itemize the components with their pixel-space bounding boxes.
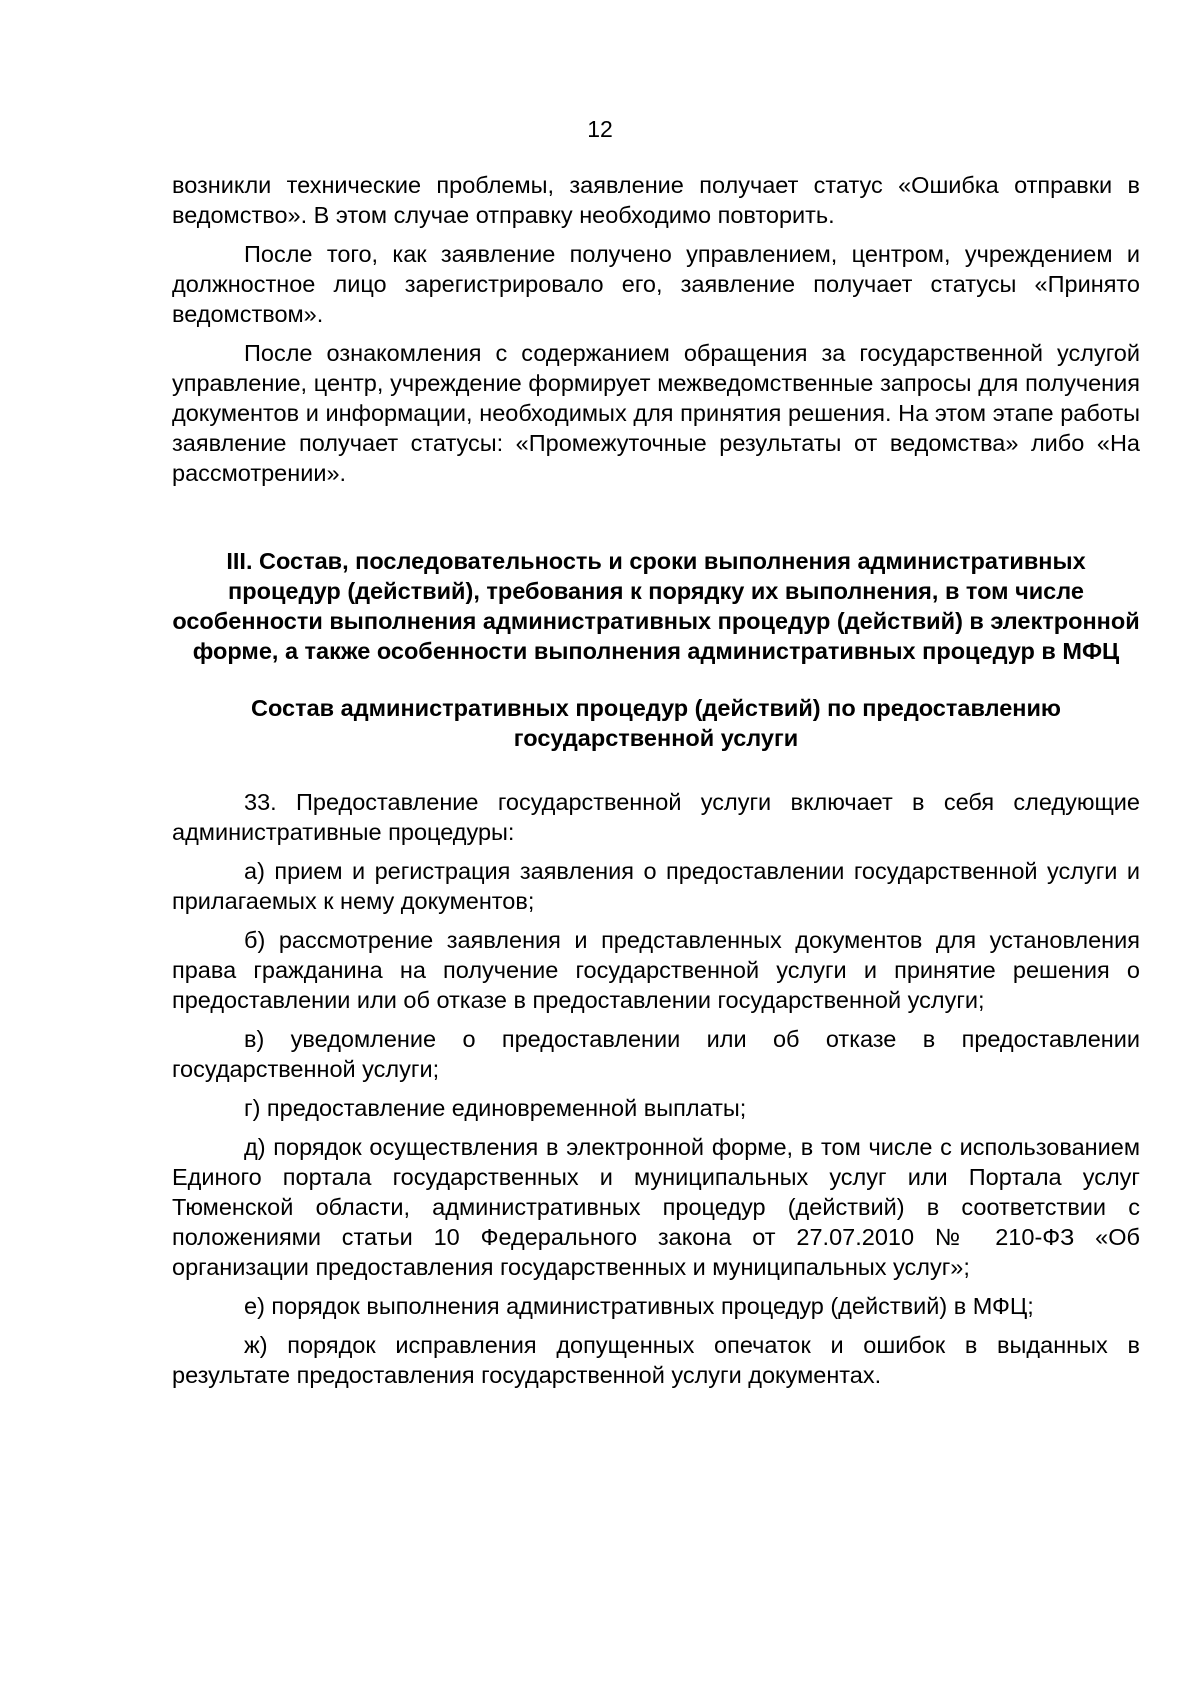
paragraph-continued: возникли технические проблемы, заявление получает статус «Ошибка отправки в ведомство». В этом случае отправку необходимо повторить. bbox=[172, 172, 1140, 228]
list-item-d: д) порядок осуществления в электронной форме, в том числе с использованием Единого портала государственных и муниципальных услуг или Портала услуг Тюменской области, административных процедур (действий) в соответствии с положениями статьи 10 Федерального закона от 27.07.2010 № 210-ФЗ «Об организации предоставления государственных и муниципальных услуг»; bbox=[172, 1134, 1140, 1280]
list-item-b: б) рассмотрение заявления и представленных документов для установления права гражданина на получение государственной услуги и принятие решения о предоставлении или об отказе в предоставлении государственной услуги; bbox=[172, 927, 1140, 1013]
section-heading: III. Состав, последовательность и сроки выполнения административных процедур (действий), требования к порядку их выполнения, в том числе особенности выполнения административных процедур (действий) в электронной форме, а также особенности выполнения административных процедур в МФЦ bbox=[172, 548, 1140, 664]
list-item-zh: ж) порядок исправления допущенных опечаток и ошибок в выданных в результате предоставления государственной услуги документах. bbox=[172, 1332, 1140, 1388]
paragraph-33: 33. Предоставление государственной услуги включает в себя следующие административные процедуры: bbox=[172, 789, 1140, 845]
list-item-g: г) предоставление единовременной выплаты; bbox=[244, 1095, 747, 1121]
list-item-v: в) уведомление о предоставлении или об отказе в предоставлении государственной услуги; bbox=[172, 1026, 1140, 1082]
subsection-heading: Состав административных процедур (действий) по предоставлению государственной услуги bbox=[250, 695, 1061, 751]
list-item-a: а) прием и регистрация заявления о предоставлении государственной услуги и прилагаемых к нему документов; bbox=[172, 858, 1140, 914]
list-item-e: е) порядок выполнения административных процедур (действий) в МФЦ; bbox=[244, 1293, 1034, 1319]
paragraph-interagency-requests: После ознакомления с содержанием обращения за государственной услугой управление, центр, учреждение формирует межведомственные запросы для получения документов и информации, необходимых для принятия решения. На этом этапе работы заявление получает статусы: «Промежуточные результаты от ведомства» либо «На рассмотрении». bbox=[172, 340, 1140, 486]
document-body bbox=[172, 170, 1140, 1399]
page-number: 12 bbox=[587, 116, 613, 142]
paragraph-registration-status: После того, как заявление получено управлением, центром, учреждением и должностное лицо зарегистрировало его, заявление получает статусы «Принято ведомством». bbox=[172, 241, 1140, 327]
